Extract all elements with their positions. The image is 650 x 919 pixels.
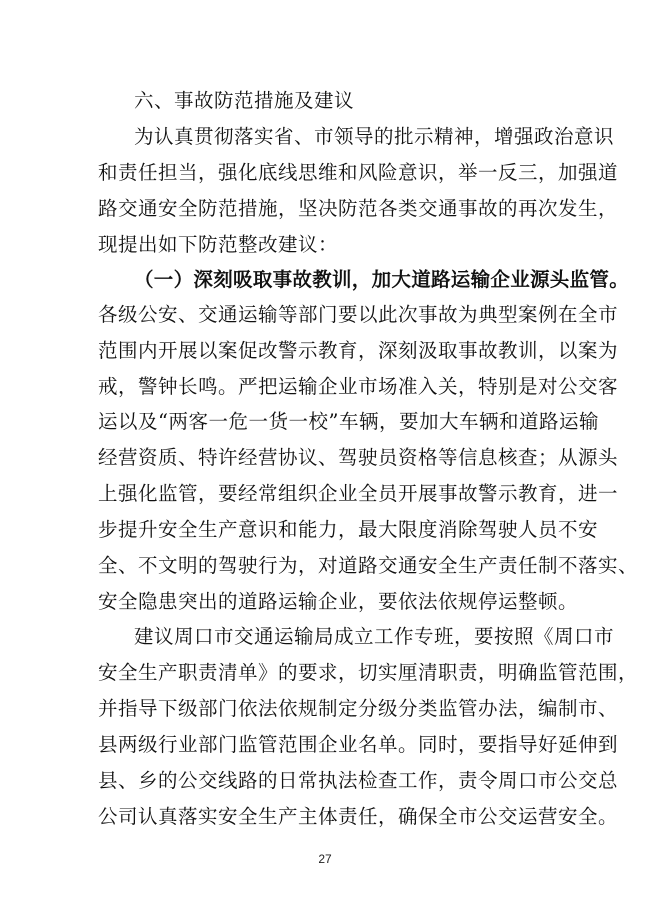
subsection-title: （一）深刻吸取事故教训，加大道路运输企业源头监管。 (134, 268, 630, 291)
paragraph-line: 安全隐患突出的道路运输企业，要依法依规停运整顿。 (98, 590, 579, 613)
paragraph-line: 全、不文明的驾驶行为，对道路交通安全生产责任制不落实、 (98, 554, 639, 577)
paragraph-line: 安全生产职责清单》的要求，切实厘清职责，明确监管范围， (98, 661, 639, 684)
paragraph-line: 公司认真落实安全生产主体责任，确保全市公交运营安全。 (98, 805, 619, 828)
paragraph-line: 步提升安全生产意识和能力，最大限度消除驾驶人员不安 (98, 518, 599, 541)
paragraph-line: 上强化监管，要经常组织企业全员开展事故警示教育，进一 (98, 482, 619, 505)
intro-line: 路交通安全防范措施，坚决防范各类交通事故的再次发生， (98, 197, 619, 220)
intro-line: 为认真贯彻落实省、市领导的批示精神，增强政治意识 (134, 125, 615, 148)
intro-line: 和责任担当，强化底线思维和风险意识，举一反三，加强道 (98, 161, 619, 184)
paragraph-line: 县、乡的公交线路的日常执法检查工作，责令周口市公交总 (98, 769, 619, 792)
paragraph-line: 并指导下级部门依法依规制定分级分类监管办法，编制市、 (98, 697, 619, 720)
paragraph-line: 各级公安、交通运输等部门要以此次事故为典型案例在全市 (98, 303, 619, 326)
paragraph-line: 建议周口市交通运输局成立工作专班，要按照《周口市 (134, 625, 615, 648)
paragraph-line: 运以及“两客一危一货一校”车辆，要加大车辆和道路运输 (98, 410, 599, 433)
paragraph-line: 戒，警钟长鸣。严把运输企业市场准入关，特别是对公交客 (98, 375, 619, 398)
section-heading: 六、事故防范措施及建议 (134, 89, 355, 112)
intro-line: 现提出如下防范整改建议： (98, 233, 339, 256)
page-number: 27 (318, 852, 332, 866)
paragraph-line: 范围内开展以案促改警示教育，深刻汲取事故教训，以案为 (98, 339, 619, 362)
paragraph-line: 县两级行业部门监管范围企业名单。同时，要指导好延伸到 (98, 733, 619, 756)
paragraph-line: 经营资质、特许经营协议、驾驶员资格等信息核查；从源头 (98, 446, 619, 469)
